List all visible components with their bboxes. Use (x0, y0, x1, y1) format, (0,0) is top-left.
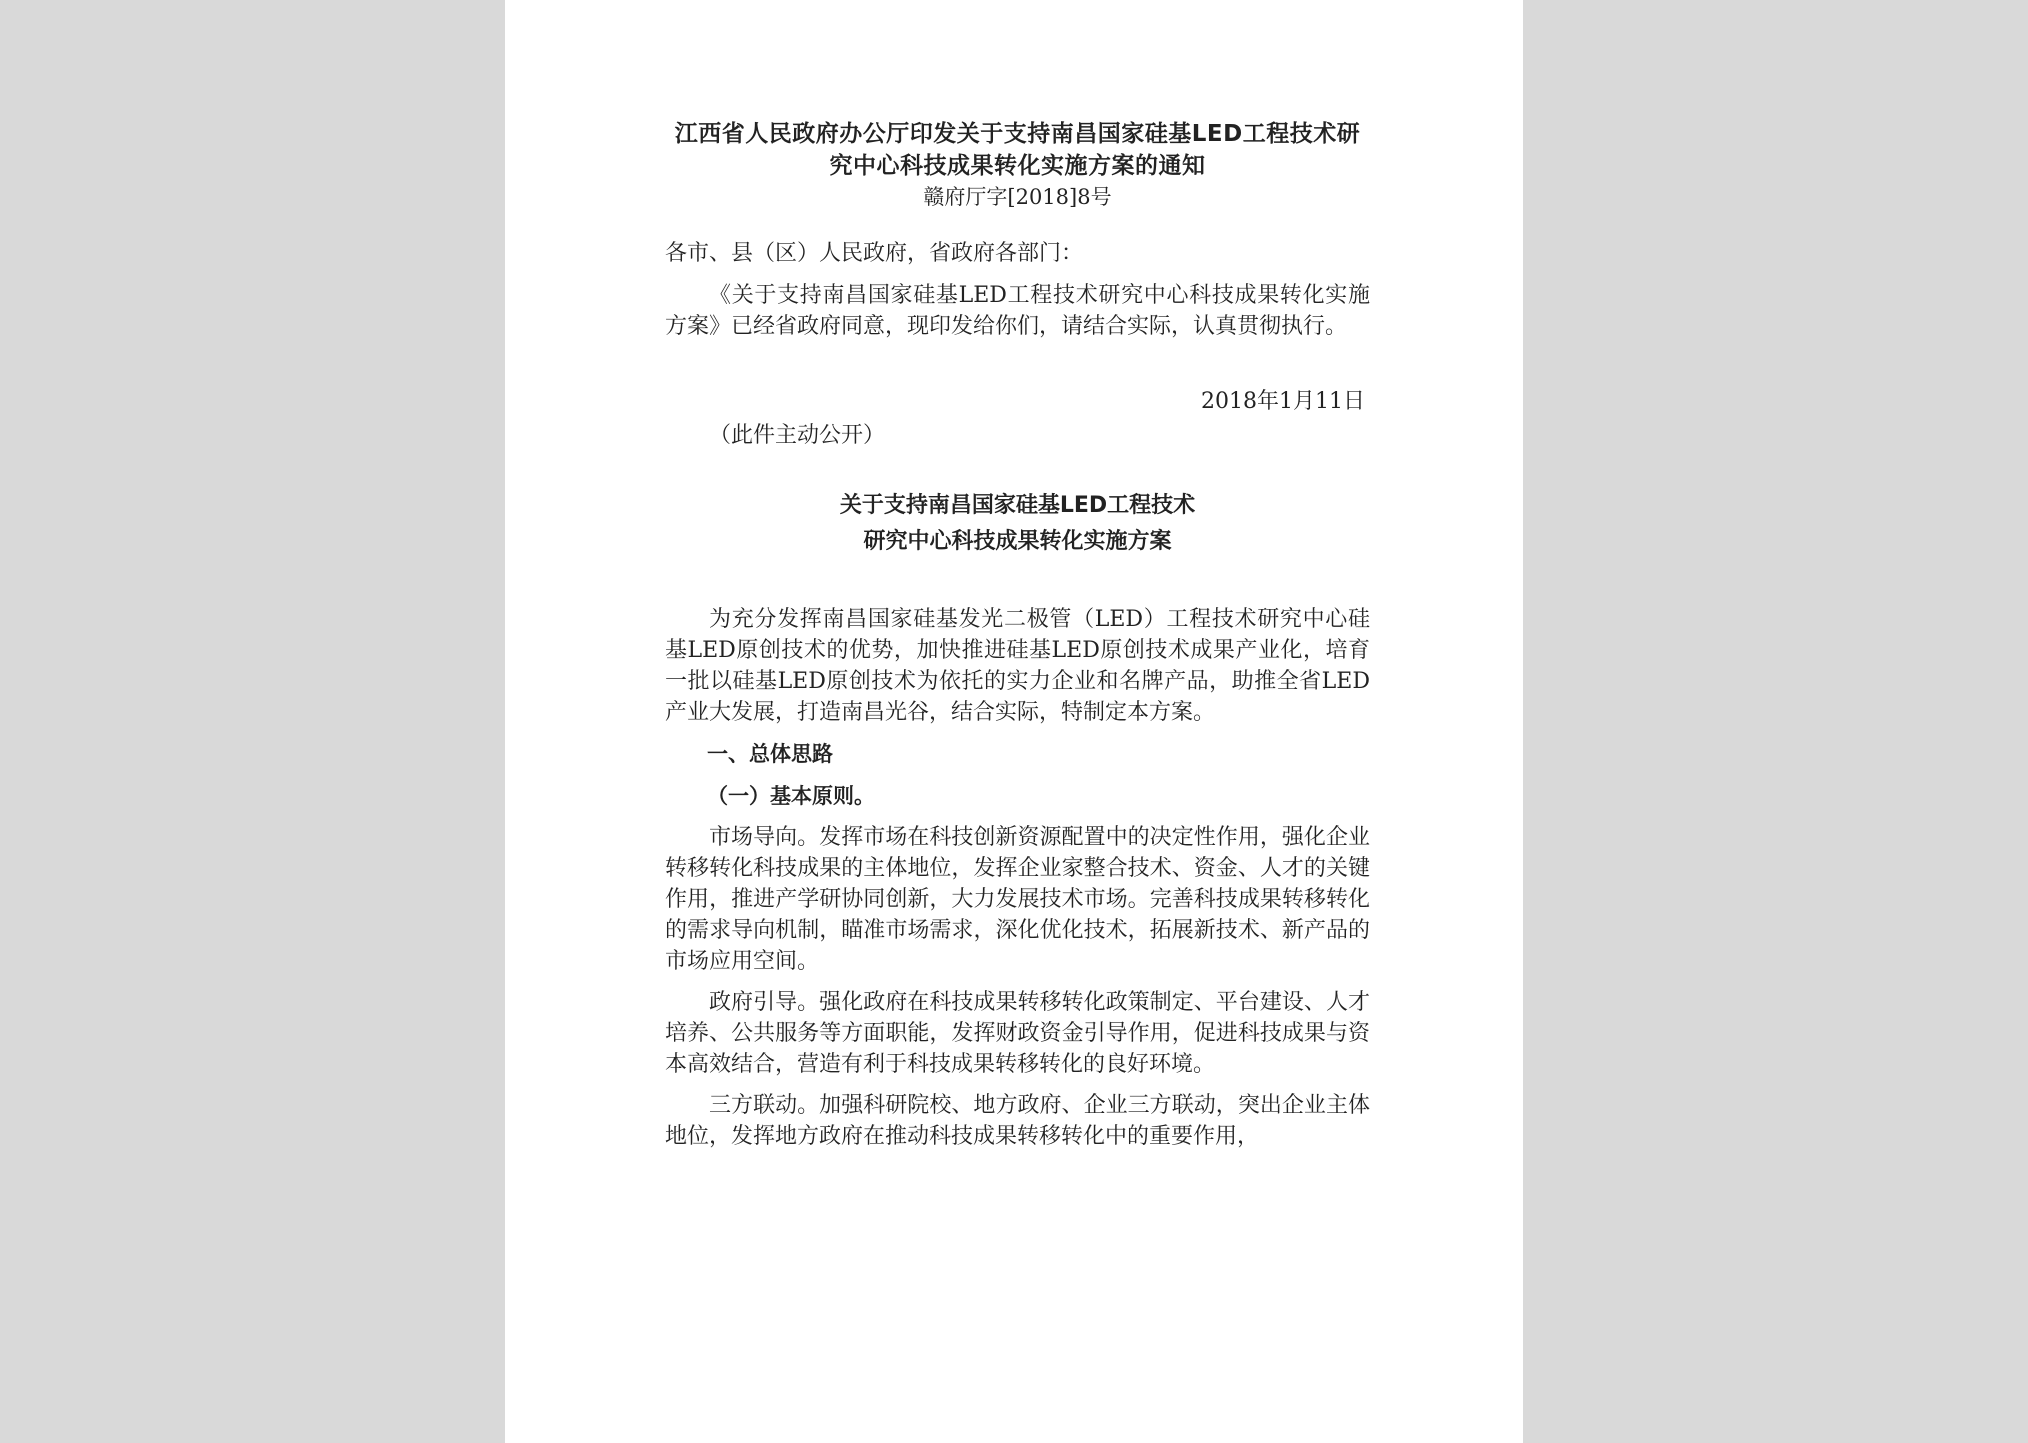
document-number: 赣府厅字[2018]8号 (923, 185, 1112, 209)
principle-tripartite-linkage: 三方联动。加强科研院校、地方政府、企业三方联动，突出企业主体地位，发挥地方政府在推动科技成果转移转化中的重要作用， (665, 1093, 1370, 1149)
document-page (505, 0, 1523, 1443)
plan-title-line-1: 关于支持南昌国家硅基LED工程技术 (839, 493, 1196, 518)
page-content (665, 118, 1370, 1152)
salutation: 各市、县（区）人民政府，省政府各部门： (665, 241, 1084, 266)
issue-date: 2018年1月11日 (1201, 389, 1365, 414)
section-heading: 一、总体思路 (707, 742, 833, 766)
principle-market-orientation: 市场导向。发挥市场在科技创新资源配置中的决定性作用，强化企业转移转化科技成果的主体地位，发挥企业家整合技术、资金、人才的关键作用，推进产学研协同创新，大力发展技术市场。完善科技成果转移转化的需求导向机制，瞄准市场需求，深化优化技术，拓展新技术、新产品的市场应用空间。 (665, 825, 1370, 974)
notice-title-line-2: 究中心科技成果转化实施方案的通知 (829, 153, 1206, 179)
plan-intro: 为充分发挥南昌国家硅基发光二极管（LED）工程技术研究中心硅基LED原创技术的优势，加快推进硅基LED原创技术成果产业化，培育一批以硅基LED原创技术为依托的实力企业和名牌产品，助推全省LED产业大发展，打造南昌光谷，结合实际，特制定本方案。 (665, 607, 1370, 725)
notice-title-line-1: 江西省人民政府办公厅印发关于支持南昌国家硅基LED工程技术研 (674, 121, 1361, 147)
plan-title-line-2: 研究中心科技成果转化实施方案 (863, 529, 1172, 554)
subsection-heading: （一）基本原则。 (707, 784, 875, 808)
notice-body: 《关于支持南昌国家硅基LED工程技术研究中心科技成果转化实施方案》已经省政府同意，现印发给你们，请结合实际，认真贯彻执行。 (665, 283, 1370, 339)
principle-government-guidance: 政府引导。强化政府在科技成果转移转化政策制定、平台建设、人才培养、公共服务等方面职能，发挥财政资金引导作用，促进科技成果与资本高效结合，营造有利于科技成果转移转化的良好环境。 (665, 990, 1370, 1077)
public-disclosure-note: （此件主动公开） (709, 423, 886, 448)
